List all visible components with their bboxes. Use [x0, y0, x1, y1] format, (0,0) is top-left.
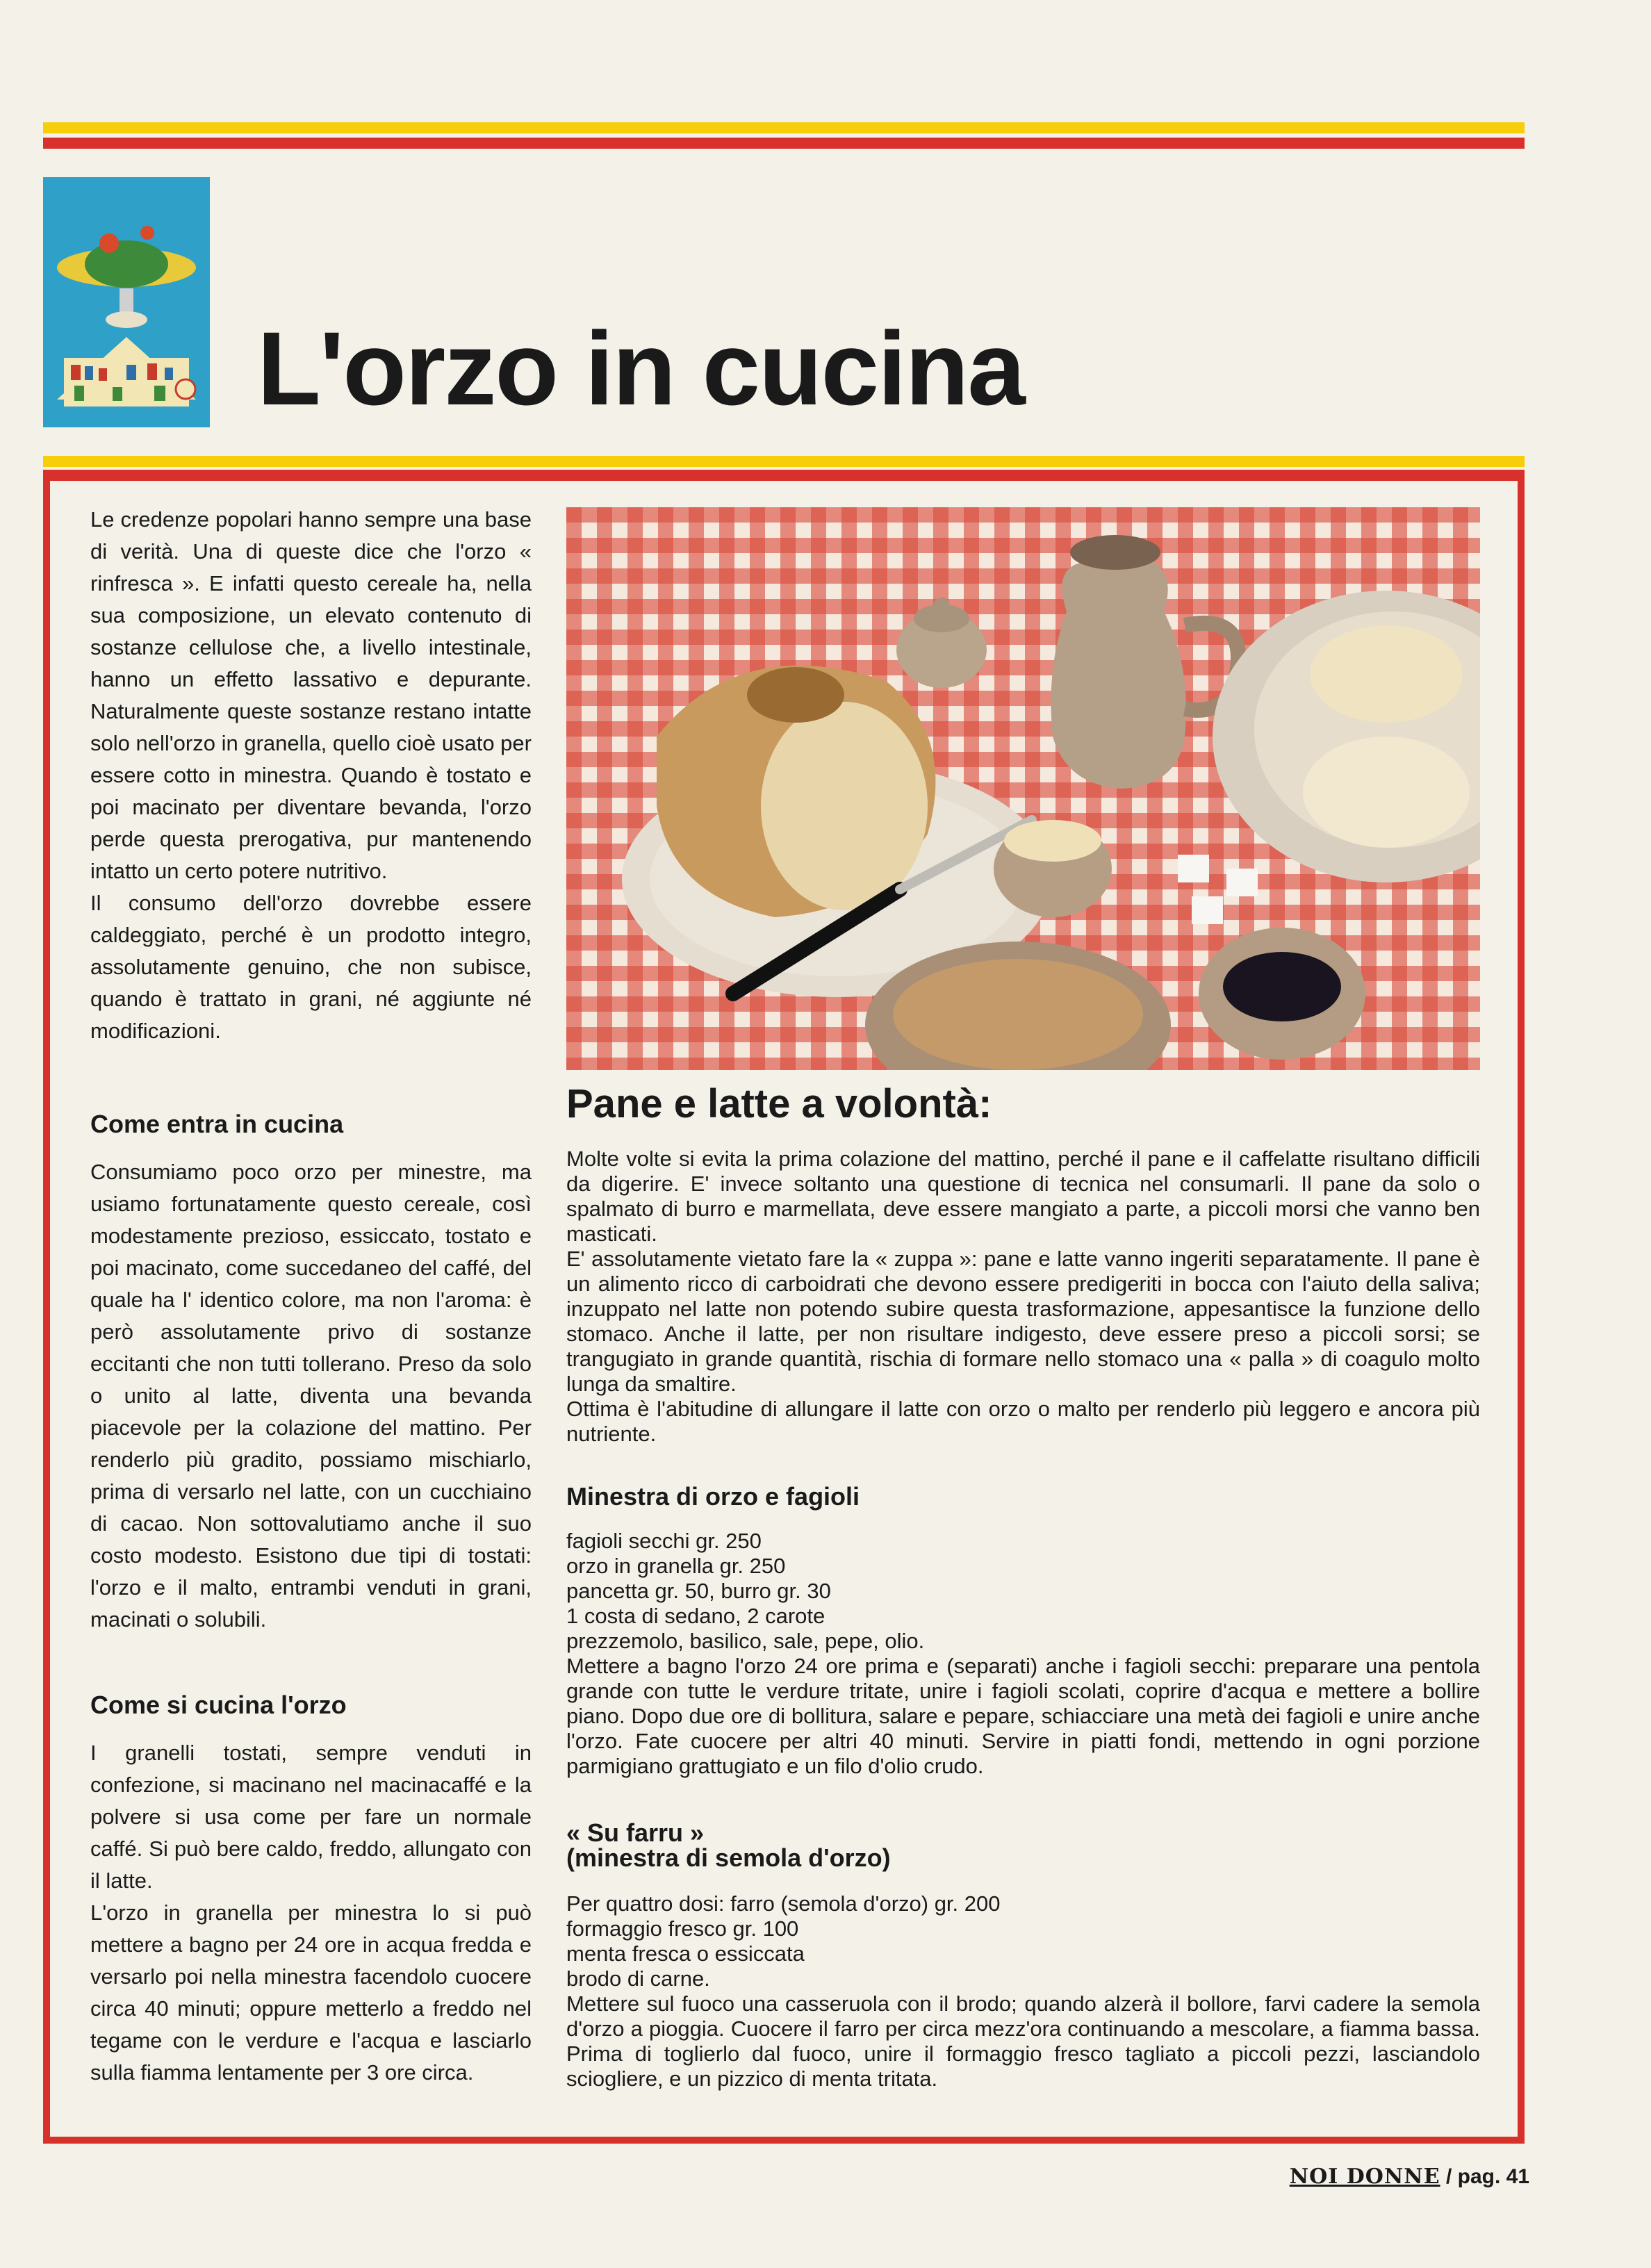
mid-stripe-yellow: [43, 456, 1525, 467]
intro-paragraph: Le credenze popolari hanno sempre una base di verità. Una di queste dice che l'orzo « rinfresca ». E infatti questo cereale ha, nella sua composizione, un elevato contenuto di sostanze cellulose che, a livello intestinale, hanno un effetto lassativo e depurante. Naturalmente queste sostanze restano intatte solo nell'orzo in granella, quello cioè usato per essere cotto in minestra. Quando è tostato e poi macinato per diventare bevanda, l'orzo perde questa prerogativa, pur mantenendo intatto un certo potere nutritivo.: [90, 507, 532, 883]
page-title: L'orzo in cucina: [257, 310, 1024, 427]
section1-heading: Come entra in cucina: [90, 1110, 344, 1138]
pane-block: [566, 1147, 1480, 1447]
top-stripe-yellow: [43, 122, 1525, 133]
recipe1-block: [566, 1529, 1480, 1779]
section1-block: [90, 1156, 532, 1636]
recipe1-ingredient: fagioli secchi gr. 250: [566, 1529, 762, 1553]
section2-text-2: L'orzo in granella per minestra lo si può mettere a bagno per 24 ore in acqua fredda e versarlo poi nella minestra facendolo cuocere circa 40 minuti; oppure metterlo a freddo nel tegame con le verdure e l'acqua e lasciarlo sulla fiamma lentamente per 3 ore circa.: [90, 1900, 532, 2085]
pane-paragraph-2: E' assolutamente vietato fare la « zuppa »: pane e latte vanno ingeriti separatamente. Il pane è un alimento ricco di carboidrati che devono essere predigeriti in bocca con l'aiuto della saliva; inzuppato nel latte non potendo subire questa trasformazione, appesantisce la funzione dello stomaco. Anche il latte, per non risultare indigesto, deve essere preso a piccoli sorsi; se trangugiato in grande quantità, rischia di formare nello stomaco una « palla » di coagulo molto lunga da smaltire.: [566, 1247, 1480, 1396]
breakfast-photo-image: [566, 507, 1480, 1070]
recipe2-ingredient: Per quattro dosi: farro (semola d'orzo) gr. 200: [566, 1891, 1001, 1916]
section2-block: [90, 1737, 532, 2089]
footer-separator: /: [1445, 2165, 1452, 2188]
breakfast-photo: [566, 507, 1480, 1070]
pane-paragraph-3: Ottima è l'abitudine di allungare il latte con orzo o malto per renderlo più leggero e ancora più nutriente.: [566, 1397, 1480, 1446]
section1-text: Consumiamo poco orzo per minestre, ma usiamo fortunatamente questo cereale, così modestamente prezioso, essiccato, tostato e poi macinato, come succedaneo del caffé, del quale ha l' identico colore, ma non l'aroma: è però assolutamente privo di sostanze eccitanti che non tutti tollerano. Preso da solo o unito al latte, diventa una bevanda piacevole per la colazione del mattino. Per renderlo più gradito, possiamo mischiarlo, prima di versarlo nel latte, con un cucchiaino di cacao. Non sottovalutiamo anche il suo costo modesto. Esistono due tipi di tostati: l'orzo e il malto, entrambi venduti in grani, macinati o solubili.: [90, 1160, 532, 1632]
recipe2-block: [566, 1891, 1480, 2092]
recipe1-ingredient: 1 costa di sedano, 2 carote: [566, 1604, 826, 1628]
recipe1-heading: Minestra di orzo e fagioli: [566, 1482, 860, 1511]
recipe1-ingredient: prezzemolo, basilico, sale, pepe, olio.: [566, 1629, 925, 1653]
recipe2-heading: [566, 1818, 1480, 1872]
recipe2-heading-line1: « Su farru »: [566, 1818, 705, 1847]
recipe2-text: Mettere sul fuoco una casseruola con il brodo; quando alzerà il bollore, farvi cadere la semola d'orzo a pioggia. Cuocere il farro per circa mezz'ora continuando a mescolare, a fiamma bassa. Prima di toglierlo dal fuoco, unire il formaggio fresco tagliato a piccoli pezzi, lasciandolo sciogliere, e un pizzico di menta tritata.: [566, 1991, 1480, 2091]
intro-block: [90, 504, 532, 1047]
kitchen-illustration-icon: [43, 177, 210, 427]
top-stripe-red: [43, 138, 1525, 149]
page-footer: [1290, 2164, 1529, 2189]
recipe1-ingredient: pancetta gr. 50, burro gr. 30: [566, 1579, 831, 1603]
recipe2-ingredient: brodo di carne.: [566, 1966, 710, 1991]
recipe2-heading-line2: (minestra di semola d'orzo): [566, 1843, 891, 1872]
section2-text: I granelli tostati, sempre venduti in confezione, si macinano nel macinacaffé e la polvere si usa come per fare un normale caffé. Si può bere caldo, freddo, allungato con il latte.: [90, 1741, 532, 1893]
section-logo: [43, 177, 210, 427]
recipe2-ingredient: menta fresca o essiccata: [566, 1941, 805, 1966]
pane-paragraph-1: Molte volte si evita la prima colazione del mattino, perché il pane e il caffelatte risultano difficili da digerire. E' invece soltanto una questione di tecnica nel consumarli. Il pane da solo o spalmato di burro e marmellata, deve essere mangiato a parte, a piccoli morsi che vanno ben masticati.: [566, 1147, 1480, 1246]
page-number: pag. 41: [1457, 2165, 1529, 2188]
recipe2-ingredient: formaggio fresco gr. 100: [566, 1916, 799, 1941]
section2-heading: Come si cucina l'orzo: [90, 1691, 347, 1719]
intro-paragraph-2: Il consumo dell'orzo dovrebbe essere caldeggiato, perché è un prodotto integro, assolutamente genuino, che non subisce, quando è trattato in grani, né aggiunte né modificazioni.: [90, 891, 532, 1043]
recipe1-ingredient: orzo in granella gr. 250: [566, 1554, 786, 1578]
pane-heading: Pane e latte a volontà:: [566, 1081, 992, 1126]
magazine-name: NOI DONNE: [1289, 2164, 1440, 2189]
recipe1-text: Mettere a bagno l'orzo 24 ore prima e (separati) anche i fagioli secchi: preparare una pentola grande con tutte le verdure tritate, unire i fagioli scolati, coprire d'acqua e mettere a bollire piano. Dopo due ore di bollitura, salare e pepare, schiacciare una metà dei fagioli e unire anche l'orzo. Fate cuocere per altri 40 minuti. Servire in piatti fondi, mettendo in ogni porzione parmigiano grattugiato e un filo d'olio crudo.: [566, 1654, 1480, 1778]
